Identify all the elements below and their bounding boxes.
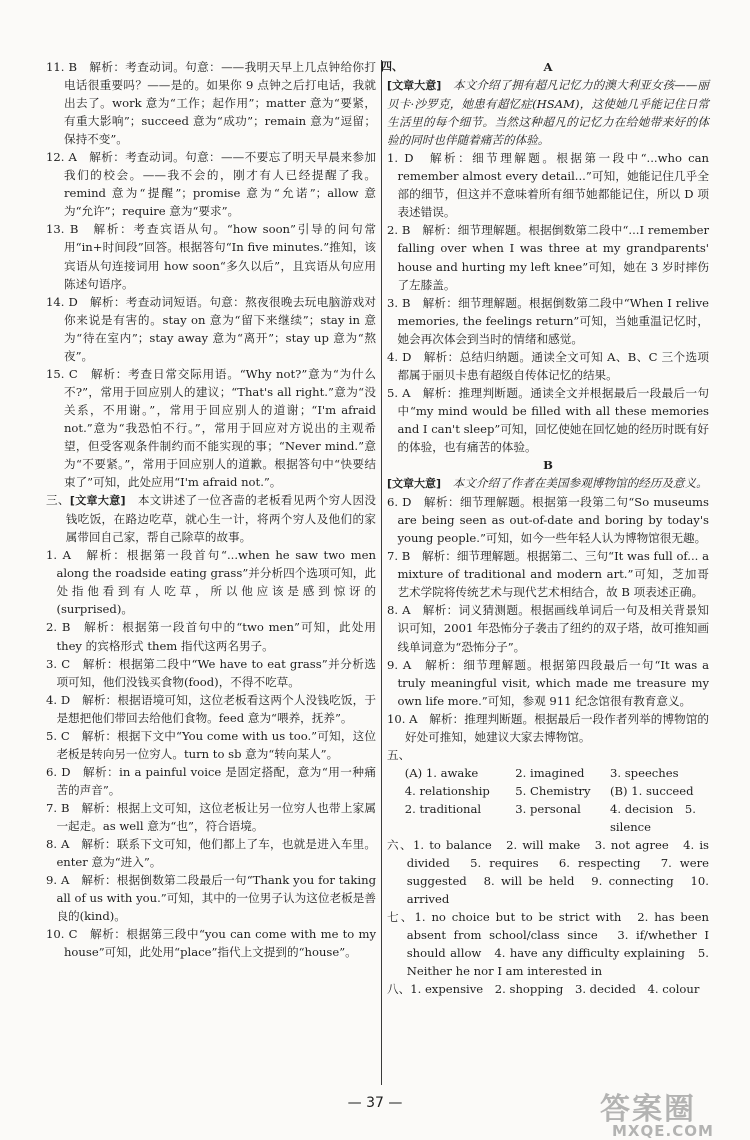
- part-b-heading: B: [543, 458, 553, 473]
- answer-item-14: 14. D 解析：考查动词短语。句意：熬夜很晚去玩电脑游戏对你来说是有害的。stay on 意为“留下来继续”；stay in 意为“待在室内”；stay away 意为“离开”；stay up 意为“熬夜”。: [46, 294, 376, 363]
- watermark-text: 答案圈: [600, 1092, 696, 1127]
- watermark-logo: [600, 1084, 714, 1140]
- part-b-item-8: 8. A 解析：词义猜测题。根据画线单词后一句及相关背景知识可知，2001 年恐怖分子袭击了纽约的双子塔，故可推知画线单词意为“恐怖分子”。: [387, 603, 709, 654]
- part-a-item-2: 2. B 解析：细节理解题。根据倒数第二段中“...I remember falling over when I was three at my grandparents' house and hurting my left knee”可知，她在 3 岁时摔伤了左膝盖。: [387, 223, 709, 292]
- answer-item-11: 11. B 解析：考查动词。句意：——我明天早上几点钟给你打电话很重要吗？——是的。如果你 9 点钟之后打电话，我就出去了。work 意为“工作；起作用”；matter 意为“要紧，有重大影响”；succeed 意为“成功”；remain 意为“逗留；保持不变”。: [46, 60, 376, 147]
- column-divider: [381, 60, 382, 1085]
- summary-tag: [文章大意]: [387, 79, 442, 93]
- section-6: [387, 836, 709, 908]
- section-3-label: 三、: [46, 493, 70, 508]
- section-7-answers: 1. no choice but to be strict with 2. has been absent from school/class since 3. if/whether I should allow 4. have any difficulty explaining 5. Neither he nor I am interested in: [406, 910, 709, 979]
- part-a-item-5: 5. A 解析：推理判断题。通读全文并根据最后一段最后一句中“my mind would be filled with all these memories and I can't sleep”可知，回忆使她在回忆她的经历时既有好的体验，也有痛苦的体验。: [387, 385, 710, 454]
- section-3-item-10: 10. C 解析：根据第三段中“you can come with me to my house”可知，此处用“place”指代上文提到的“house”。: [46, 927, 376, 960]
- answer-cell: 3. personal: [515, 801, 581, 816]
- section-3-item-4: 4. D 解析：根据语境可知，这位老板看这两个人没钱吃饭，于是想把他们带回去给他们食物。feed 意为“喂养，抚养”。: [46, 692, 376, 725]
- answer-cell: 3. speeches: [609, 765, 679, 780]
- section-3-item-1: 1. A 解析：根据第一段首句“...when he saw two men along the roadside eating grass”并分析四个选项可知，此处指他看到有人吃草，所以他应该是感到惊讶的(surprised)。: [46, 548, 376, 617]
- summary-tag: [文章大意]: [387, 477, 442, 491]
- part-b-item-7: 7. B 解析：细节理解题。根据第二、三句“It was full of... a mixture of traditional and modern art.”可知，芝加哥艺术学院将传统艺术与现代艺术相结合，故 B 项表述正确。: [387, 549, 709, 600]
- part-a-item-4: 4. D 解析：总结归纳题。通读全文可知 A、B、C 三个选项都属于丽贝卡患有超级自传体记忆的结果。: [387, 349, 709, 382]
- left-column: [46, 58, 376, 961]
- section-3-items: [46, 546, 376, 961]
- part-a-heading: A: [543, 60, 553, 74]
- part-a-item-3: 3. B 解析：细节理解题。根据倒数第二段中“When I relive memories, the feelings return”可知，当她重温记忆时，她会再次体会到当时的情绪和感觉。: [387, 295, 709, 346]
- answer-item-12: 12. A 解析：考查动词。句意：——不要忘了明天早晨来参加我们的校会。——我不会的，刚才有人已经提醒了我。remind 意为“提醒”；promise 意为“允诺”；allow 意为“允许”；require 意为“要求”。: [46, 150, 376, 219]
- section-3-item-6: 6. D 解析：in a painful voice 是固定搭配，意为“用一种痛苦的声音”。: [46, 764, 376, 797]
- section-6-answers: 1. to balance 2. will make 3. not agree 4. is divided 5. requires 6. respecting 7. were suggested 8. will be held 9. connecting 10. arrived: [406, 838, 709, 907]
- section-4-header: [381, 58, 709, 76]
- section-8-answers: 1. expensive 2. shopping 3. decided 4. colour: [410, 982, 700, 997]
- section-3-item-8: 8. A 解析：联系下文可知，他们都上了车，也就是进入车里。enter 意为“进入”。: [46, 837, 376, 870]
- part-a-summary: [387, 76, 709, 149]
- section-5: [387, 746, 709, 836]
- watermark-url: MXQE.COM: [612, 1122, 714, 1140]
- section-3-item-9: 9. A 解析：根据倒数第二段最后一句“Thank you for taking all of us with you.”可知，其中的一位男子认为这位老板是善良的(kind)。: [46, 873, 376, 924]
- section-7: [387, 908, 709, 980]
- answer-item-13: 13. B 解析：考查宾语从句。“how soon”引导的问句常用“in+时间段”回答。根据答句“In five minutes.”推知，该宾语从句连接词用 how soon“多久以后”，且宾语从句应用陈述句语序。: [46, 222, 376, 291]
- answer-item-15: 15. C 解析：考查日常交际用语。“Why not?”意为“为什么不?”，常用于回应别人的建议；“That's all right.”意为“没关系，不用谢。”，常用于回应别人的道谢；“I'm afraid not.”意为“我恐怕不行。”，常用于回应对方说出的主观希望，但受客观条件制约而不能实现的事；“Never mind.”意为“不要紧。”，常用于回应别人的道歉。根据答句中“快要结束了”可知，此处应用“I'm afraid not.”。: [46, 366, 376, 490]
- section-8-label: 八、: [387, 982, 411, 997]
- section-5-label: 五、: [387, 747, 411, 762]
- section-3-item-7: 7. B 解析：根据上文可知，这位老板让另一位穷人也带上家属一起走。as well 意为“也”，符合语境。: [46, 800, 376, 833]
- part-b-item-10: 10. A 解析：推理判断题。根据最后一段作者列举的博物馆的好处可推知，她建议大家去博物馆。: [387, 711, 709, 744]
- section-3-item-2: 2. B 解析：根据第一段首句中的“two men”可知，此处用 they 的宾格形式 them 指代这两名男子。: [46, 620, 376, 653]
- section-3-item-5: 5. C 解析：根据下文中“You come with us too.”可知，这位老板是转向另一位穷人。turn to sb 意为“转向某人”。: [46, 728, 376, 761]
- section-3-item-3: 3. C 解析：根据第二段中“We have to eat grass”并分析选项可知，他们没钱买食物(food)，不得不吃草。: [46, 656, 376, 689]
- answer-cell: 2. imagined: [515, 765, 585, 780]
- summary-tag: [文章大意]: [69, 494, 126, 508]
- section-7-label: 七、: [387, 910, 415, 925]
- summary-text: 本文介绍了作者在美国参观博物馆的经历及意义。: [452, 476, 708, 491]
- right-column: [381, 58, 710, 998]
- summary-text: 本文介绍了拥有超凡记忆力的澳大利亚女孩——丽贝卡·沙罗克，她患有超忆症(HSAM)，这使她几乎能记住日常生活里的每个细节。当然这种超凡的记忆力在给她带来好的体验的同时也伴随着痛苦的体验。: [387, 78, 709, 148]
- section-8: [387, 980, 709, 998]
- section-3-summary: [46, 491, 376, 546]
- part-b-item-9: 9. A 解析：细节理解题。根据第四段最后一句“It was a truly meaningful visit, which made me treasure my own life more.”可知，参观 911 纪念馆很有教育意义。: [387, 657, 709, 708]
- part-a-item-1: 1. D 解析：细节理解题。根据第一段中“...who can remember almost every detail...”可知，她能记住几乎全部的细节，但这并不意味着所有细节她都能记住，所以 D 项表述错误。: [387, 151, 709, 220]
- answer-cell: 4. relationship: [404, 783, 490, 798]
- page-number: — 37 —: [347, 1095, 403, 1111]
- answer-cell: 4. decision 5. silence: [609, 801, 696, 834]
- answer-cell: (A) 1. awake: [404, 765, 479, 780]
- answer-cell: 5. Chemistry: [515, 783, 591, 798]
- section-6-label: 六、: [387, 838, 414, 853]
- answer-cell: (B) 1. succeed: [609, 783, 694, 798]
- part-b-summary: [387, 474, 709, 493]
- section-5-answers: [405, 764, 705, 836]
- summary-text: 本文讲述了一位吝啬的老板看见两个穷人因没钱吃饭，在路边吃草，就心生一计，将两个穷人及他们的家属带回自己家，帮自己除草的故事。: [65, 493, 376, 545]
- section-4-label: 四、: [381, 60, 403, 73]
- part-b-item-6: 6. D 解析：细节理解题。根据第一段第二句“So museums are being seen as out-of-date and boring by today's young people.”可知，如今一些年轻人认为博物馆很无趣。: [387, 495, 709, 546]
- answer-cell: 2. traditional: [404, 801, 482, 816]
